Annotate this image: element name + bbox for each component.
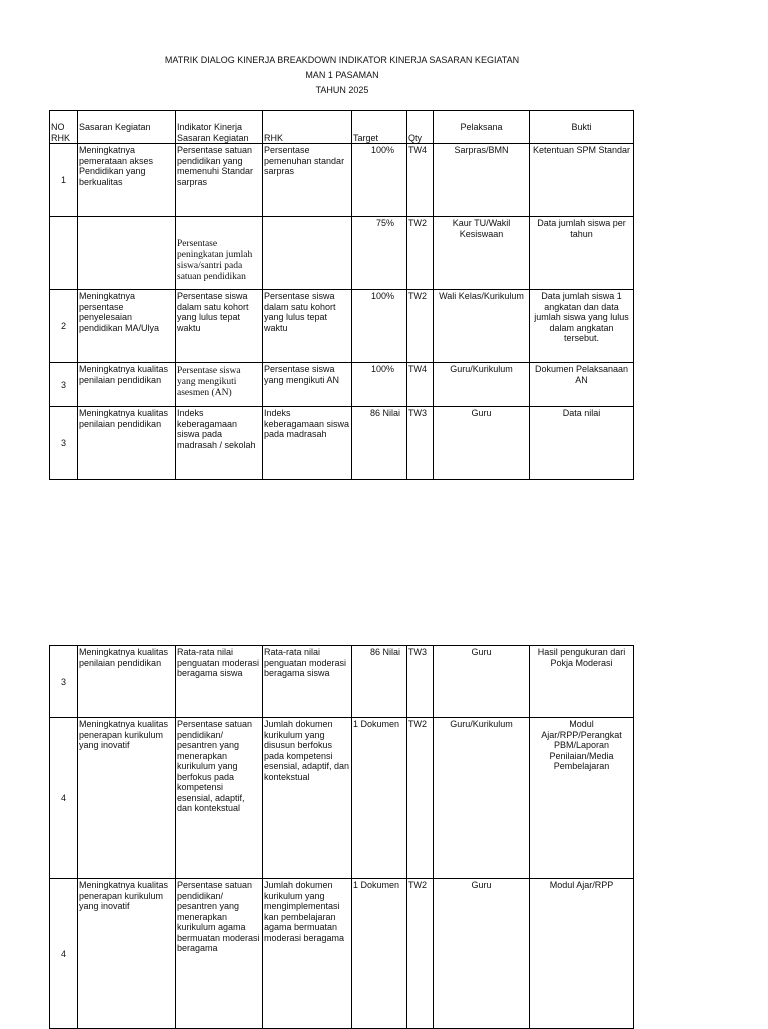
- row-no: 3: [50, 363, 78, 407]
- indicator-table-2: [49, 645, 634, 1029]
- row-sasaran: [78, 217, 176, 290]
- table-row: [50, 290, 634, 363]
- row-rhk: Persentase pemenuhan standar sarpras: [263, 144, 352, 217]
- row-indikator: Indeks keberagamaan siswa pada madrasah / sekolah: [176, 407, 263, 480]
- row-sasaran: Meningkatnya kualitas penerapan kurikulum yang inovatif: [78, 718, 176, 879]
- title-line-2: MAN 1 PASAMAN: [305, 70, 379, 80]
- header-bukti: Bukti: [530, 111, 634, 144]
- row-rhk: Jumlah dokumen kurikulum yang disusun berfokus pada kompetensi esensial, adaptif, dan kontekstual: [263, 718, 352, 879]
- row-qty: TW2: [407, 879, 434, 1029]
- row-no: 2: [50, 290, 78, 363]
- row-bukti: Data jumlah siswa per tahun: [530, 217, 634, 290]
- row-pelaksana: Guru/Kurikulum: [434, 718, 530, 879]
- table-row: [50, 363, 634, 407]
- row-target: 100%: [352, 290, 407, 363]
- row-pelaksana: Kaur TU/Wakil Kesiswaan: [434, 217, 530, 290]
- row-indikator: [176, 217, 263, 290]
- row-sasaran: Meningkatnya kualitas penilaian pendidikan: [78, 646, 176, 718]
- row-indikator: Rata-rata nilai penguatan moderasi beragama siswa: [176, 646, 263, 718]
- row-bukti: Data nilai: [530, 407, 634, 480]
- table-row: [50, 144, 634, 217]
- row-rhk: Indeks keberagamaan siswa pada madrasah: [263, 407, 352, 480]
- row-pelaksana: Guru: [434, 879, 530, 1029]
- indicator-table-1: [49, 110, 634, 480]
- table-row: [50, 646, 634, 718]
- title-line-1: MATRIK DIALOG KINERJA BREAKDOWN INDIKATOR KINERJA SASARAN KEGIATAN: [164, 55, 520, 65]
- header-sasaran: Sasaran Kegiatan: [78, 111, 176, 144]
- row-bukti: Modul Ajar/RPP/Perangkat PBM/Laporan Penilaian/Media Pembelajaran: [530, 718, 634, 879]
- header-qty: Qty: [407, 111, 434, 144]
- row-indikator: Persentase satuan pendidikan/ pesantren yang menerapkan kurikulum agama bermuatan moderasi beragama: [176, 879, 263, 1029]
- row-pelaksana: Guru: [434, 646, 530, 718]
- row-target: 75%: [352, 217, 407, 290]
- header-no: NO RHK: [50, 111, 78, 144]
- table-row: [50, 879, 634, 1029]
- row-sasaran: Meningkatnya pemerataan akses Pendidikan yang berkualitas: [78, 144, 176, 217]
- row-bukti: Dokumen Pelaksanaan AN: [530, 363, 634, 407]
- row-qty: TW3: [407, 646, 434, 718]
- header-indikator: Indikator Kinerja Sasaran Kegiatan: [176, 111, 263, 144]
- row-sasaran: Meningkatnya persentase penyelesaian pendidikan MA/Ulya: [78, 290, 176, 363]
- document-title: [0, 53, 684, 98]
- row-no: 4: [50, 879, 78, 1029]
- row-target: 86 Nilai: [352, 646, 407, 718]
- row-qty: TW4: [407, 363, 434, 407]
- row-target: 100%: [352, 363, 407, 407]
- row-rhk: [263, 217, 352, 290]
- row-bukti: Ketentuan SPM Standar: [530, 144, 634, 217]
- row-bukti: Modul Ajar/RPP: [530, 879, 634, 1029]
- row-pelaksana: Guru: [434, 407, 530, 480]
- row-pelaksana: Guru/Kurikulum: [434, 363, 530, 407]
- row-sasaran: Meningkatnya kualitas penilaian pendidikan: [78, 407, 176, 480]
- row-rhk: Persentase siswa yang mengikuti AN: [263, 363, 352, 407]
- row-bukti: Hasil pengukuran dari Pokja Moderasi: [530, 646, 634, 718]
- row-indikator: Persentase satuan pendidikan/ pesantren yang menerapkan kurikulum yang berfokus pada kompetensi esensial, adaptif, dan kontekstual: [176, 718, 263, 879]
- row-bukti: Data jumlah siswa 1 angkatan dan data jumlah siswa yang lulus dalam angkatan tersebut.: [530, 290, 634, 363]
- row-sasaran: Meningkatnya kualitas penilaian pendidikan: [78, 363, 176, 407]
- row-no: [50, 217, 78, 290]
- row-qty: TW3: [407, 407, 434, 480]
- row-target: 86 Nilai: [352, 407, 407, 480]
- row-qty: TW4: [407, 144, 434, 217]
- row-rhk: Jumlah dokumen kurikulum yang mengimplementasi kan pembelajaran agama bermuatan moderasi beragama: [263, 879, 352, 1029]
- row-target: 1 Dokumen: [352, 718, 407, 879]
- row-rhk: Persentase siswa dalam satu kohort yang lulus tepat waktu: [263, 290, 352, 363]
- row-no: 4: [50, 718, 78, 879]
- row-sasaran: Meningkatnya kualitas penerapan kurikulum yang inovatif: [78, 879, 176, 1029]
- header-pelaksana: Pelaksana: [434, 111, 530, 144]
- row-indikator-text: Persentase peningkatan jumlah siswa/santri pada satuan pendidikan: [177, 239, 253, 282]
- row-indikator: Persentase siswa dalam satu kohort yang lulus tepat waktu: [176, 290, 263, 363]
- header-target: Target: [352, 111, 407, 144]
- row-target: 1 Dokumen: [352, 879, 407, 1029]
- row-indikator: Persentase siswa yang mengikuti asesmen (AN): [176, 363, 263, 407]
- title-line-3: TAHUN 2025: [315, 85, 369, 95]
- table-header-row: [50, 111, 634, 144]
- table-row: [50, 718, 634, 879]
- table-row: [50, 407, 634, 480]
- row-target: 100%: [352, 144, 407, 217]
- row-qty: TW2: [407, 718, 434, 879]
- row-rhk: Rata-rata nilai penguatan moderasi beragama siswa: [263, 646, 352, 718]
- header-rhk: RHK: [263, 111, 352, 144]
- row-qty: TW2: [407, 290, 434, 363]
- row-no: 1: [50, 144, 78, 217]
- row-no: 3: [50, 646, 78, 718]
- row-no: 3: [50, 407, 78, 480]
- row-pelaksana: Sarpras/BMN: [434, 144, 530, 217]
- row-pelaksana: Wali Kelas/Kurikulum: [434, 290, 530, 363]
- table-row: [50, 217, 634, 290]
- row-qty: TW2: [407, 217, 434, 290]
- row-indikator: Persentase satuan pendidikan yang memenuhi Standar sarpras: [176, 144, 263, 217]
